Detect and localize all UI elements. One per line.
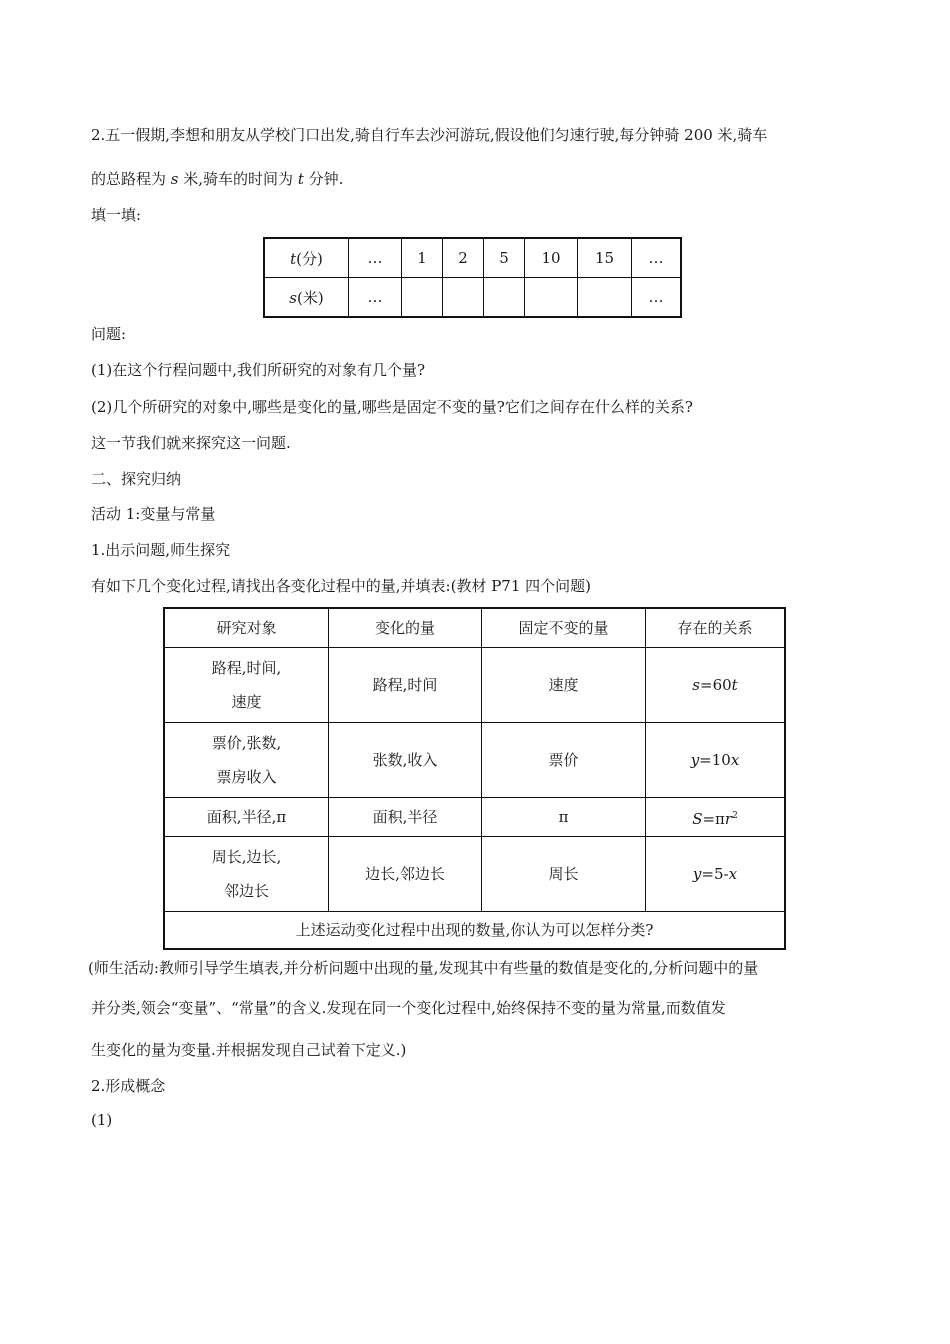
variable-cell: 路程,时间 [329, 648, 482, 723]
question-2: (2)几个所研究的对象中,哪些是变化的量,哪些是固定不变的量?它们之间存在什么样的关系? [91, 398, 693, 416]
table-row [164, 648, 785, 723]
table-cell: … [632, 238, 682, 278]
var-t: t [297, 170, 304, 188]
column-header: 研究对象 [164, 608, 329, 648]
table-cell: … [349, 238, 402, 278]
variable-cell: 面积,半径 [329, 798, 482, 837]
fill-label: 填一填: [91, 206, 142, 224]
constant-cell: 票价 [482, 723, 646, 798]
row-header-s: s(米) [264, 278, 349, 318]
table-cell: 2 [443, 238, 484, 278]
table-header-row [164, 608, 785, 648]
section-title: 二、探究归纳 [91, 470, 182, 488]
problem-line-2-b: 米,骑车的时间为 [183, 170, 294, 188]
activity-note-1: (师生活动:教师引导学生填表,并分析问题中出现的量,发现其中有些量的数值是变化的,分析问题中的量 [88, 959, 759, 977]
relation-cell: $S=\pi r^2$ [646, 798, 786, 837]
table-cell [402, 278, 443, 318]
table-row [264, 238, 681, 278]
activity-title: 活动 1:变量与常量 [91, 505, 216, 523]
column-header: 变化的量 [329, 608, 482, 648]
constant-cell: 速度 [482, 648, 646, 723]
column-header: 存在的关系 [646, 608, 786, 648]
concept-item-1: (1) [91, 1111, 113, 1129]
table-cell: 15 [578, 238, 632, 278]
question-1: (1)在这个行程问题中,我们所研究的对象有几个量? [91, 361, 426, 379]
table-footer: 上述运动变化过程中出现的数量,你认为可以怎样分类? [164, 912, 785, 950]
time-distance-table [263, 237, 682, 318]
object-cell: 路程,时间, 速度 [164, 648, 329, 723]
table-cell: 10 [525, 238, 578, 278]
activity-note-2: 并分类,领会“变量”、“常量”的含义.发现在同一个变化过程中,始终保持不变的量为常量,而数值发 [91, 999, 726, 1017]
relation-cell: s=60t [646, 648, 786, 723]
questions-label: 问题: [91, 325, 127, 343]
table-cell: … [632, 278, 682, 318]
table-row [264, 278, 681, 318]
activity-note-3: 生变化的量为变量.并根据发现自己试着下定义.) [91, 1041, 407, 1059]
table-cell [443, 278, 484, 318]
table-cell [484, 278, 525, 318]
object-cell: 周长,边长, 邻边长 [164, 837, 329, 912]
relation-cell: y=10x [646, 723, 786, 798]
task-line: 有如下几个变化过程,请找出各变化过程中的量,并填表:(教材 P71 四个问题) [91, 577, 592, 595]
table-cell: 1 [402, 238, 443, 278]
var-s: s [170, 170, 179, 188]
relation-cell: y=5-x [646, 837, 786, 912]
table-footer-row [164, 912, 785, 950]
object-cell: 票价,张数, 票房收入 [164, 723, 329, 798]
object-cell: 面积,半径,π [164, 798, 329, 837]
problem-line-2-a: 的总路程为 [91, 170, 167, 188]
variable-cell: 边长,邻边长 [329, 837, 482, 912]
intro-line: 这一节我们就来探究这一问题. [91, 434, 291, 452]
table-cell: … [349, 278, 402, 318]
table-cell [525, 278, 578, 318]
constant-cell: π [482, 798, 646, 837]
row-header-t: t(分) [264, 238, 349, 278]
variable-cell: 张数,收入 [329, 723, 482, 798]
problem-line-2-c: 分钟. [308, 170, 344, 188]
table-cell: 5 [484, 238, 525, 278]
table-cell [578, 278, 632, 318]
table-row [164, 798, 785, 837]
table-row [164, 837, 785, 912]
variables-table [163, 607, 786, 950]
step-1: 1.出示问题,师生探究 [91, 541, 231, 559]
table-row [164, 723, 785, 798]
column-header: 固定不变的量 [482, 608, 646, 648]
concept-title: 2.形成概念 [91, 1077, 166, 1095]
constant-cell: 周长 [482, 837, 646, 912]
problem-line-2 [91, 168, 343, 189]
problem-line-1: 2.五一假期,李想和朋友从学校门口出发,骑自行车去沙河游玩,假设他们匀速行驶,每分钟骑 200 米,骑车 [91, 126, 768, 144]
